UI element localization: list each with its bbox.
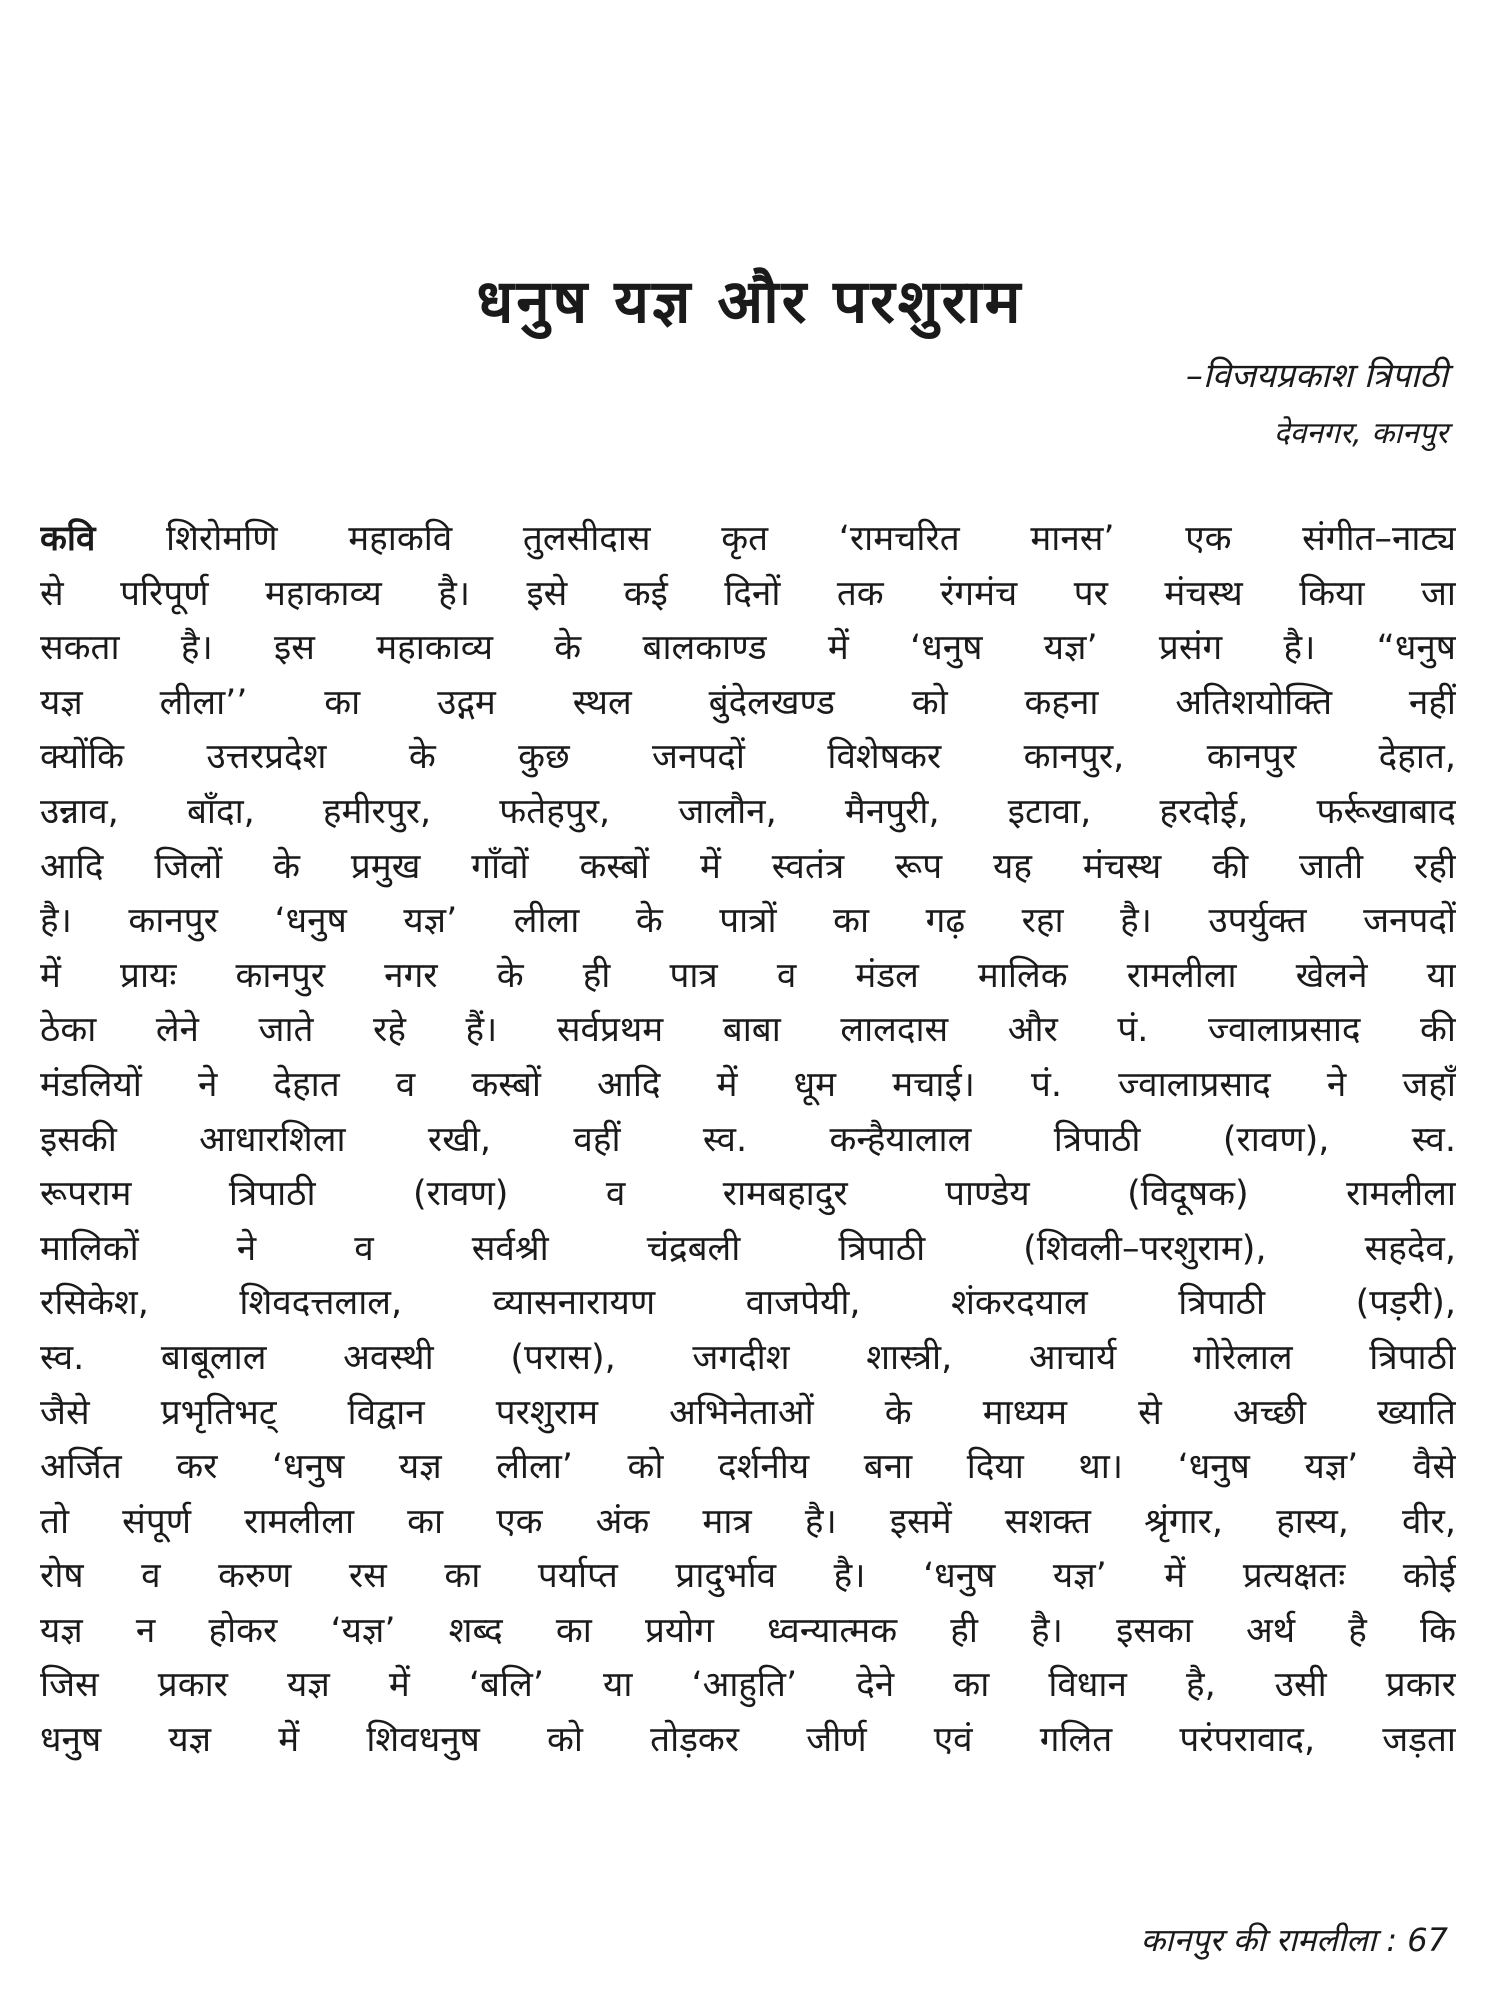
text-line: ठेका लेने जाते रहे हैं। सर्वप्रथम बाबा लालदास और पं. ज्वालाप्रसाद की <box>40 1010 1456 1051</box>
text-line: जैसे प्रभृतिभट् विद्वान परशुराम अभिनेताओं के माध्यम से अच्छी ख्याति <box>40 1392 1456 1433</box>
body-paragraph <box>40 512 1456 1768</box>
text-line: मंडलियों ने देहात व कस्बों आदि में धूम मचाई। पं. ज्वालाप्रसाद ने जहाँ <box>40 1064 1456 1105</box>
text-line: रसिकेश, शिवदत्तलाल, व्यासनारायण वाजपेयी, शंकरदयाल त्रिपाठी (पड़री), <box>40 1283 1456 1324</box>
text-line <box>40 512 1456 567</box>
first-line-text: शिरोमणि महाकवि तुलसीदास कृत ‘रामचरित मानस’ एक संगीत–नाट्य <box>95 519 1456 559</box>
text-line: है। कानपुर ‘धनुष यज्ञ’ लीला के पात्रों का गढ़ रहा है। उपर्युक्त जनपदों <box>40 901 1456 942</box>
text-line: आदि जिलों के प्रमुख गाँवों कस्बों में स्वतंत्र रूप यह मंचस्थ की जाती रही <box>40 846 1456 887</box>
author-name: –विजयप्रकाश त्रिपाठी <box>1185 356 1448 396</box>
text-line: स्व. बाबूलाल अवस्थी (परास), जगदीश शास्त्री, आचार्य गोरेलाल त्रिपाठी <box>40 1337 1456 1378</box>
text-line: सकता है। इस महाकाव्य के बालकाण्ड में ‘धनुष यज्ञ’ प्रसंग है। “धनुष <box>40 628 1456 669</box>
author-location: देवनगर, कानपुर <box>1273 416 1448 451</box>
text-line: धनुष यज्ञ में शिवधनुष को तोड़कर जीर्ण एवं गलित परंपरावाद, जड़ता <box>40 1720 1456 1761</box>
text-line: उन्नाव, बाँदा, हमीरपुर, फतेहपुर, जालौन, मैनपुरी, इटावा, हरदोई, फर्रूखाबाद <box>40 791 1456 832</box>
text-line: से परिपूर्ण महाकाव्य है। इसे कई दिनों तक रंगमंच पर मंचस्थ किया जा <box>40 573 1456 614</box>
text-line: यज्ञ लीला’’ का उद्गम स्थल बुंदेलखण्ड को कहना अतिशयोक्ति नहीं <box>40 682 1456 723</box>
text-line: मालिकों ने व सर्वश्री चंद्रबली त्रिपाठी (शिवली–परशुराम), सहदेव, <box>40 1228 1456 1269</box>
text-line: जिस प्रकार यज्ञ में ‘बलि’ या ‘आहुति’ देने का विधान है, उसी प्रकार <box>40 1665 1456 1706</box>
text-line: अर्जित कर ‘धनुष यज्ञ लीला’ को दर्शनीय बना दिया था। ‘धनुष यज्ञ’ वैसे <box>40 1447 1456 1488</box>
text-line: रूपराम त्रिपाठी (रावण) व रामबहादुर पाण्डेय (विदूषक) रामलीला <box>40 1174 1456 1215</box>
page-footer: कानपुर की रामलीला : 67 <box>1140 1921 1448 1959</box>
lead-word: कवि <box>40 519 96 559</box>
text-line: इसकी आधारशिला रखी, वहीं स्व. कन्हैयालाल त्रिपाठी (रावण), स्व. <box>40 1119 1456 1160</box>
text-line: यज्ञ न होकर ‘यज्ञ’ शब्द का प्रयोग ध्वन्यात्मक ही है। इसका अर्थ है कि <box>40 1610 1456 1651</box>
text-line: में प्रायः कानपुर नगर के ही पात्र व मंडल मालिक रामलीला खेलने या <box>40 955 1456 996</box>
text-line: क्योंकि उत्तरप्रदेश के कुछ जनपदों विशेषकर कानपुर, कानपुर देहात, <box>40 737 1456 778</box>
page-title: धनुष यज्ञ और परशुराम <box>476 267 1024 337</box>
text-line: रोष व करुण रस का पर्याप्त प्रादुर्भाव है। ‘धनुष यज्ञ’ में प्रत्यक्षतः कोई <box>40 1556 1456 1597</box>
text-line: तो संपूर्ण रामलीला का एक अंक मात्र है। इसमें सशक्त श्रृंगार, हास्य, वीर, <box>40 1501 1456 1542</box>
